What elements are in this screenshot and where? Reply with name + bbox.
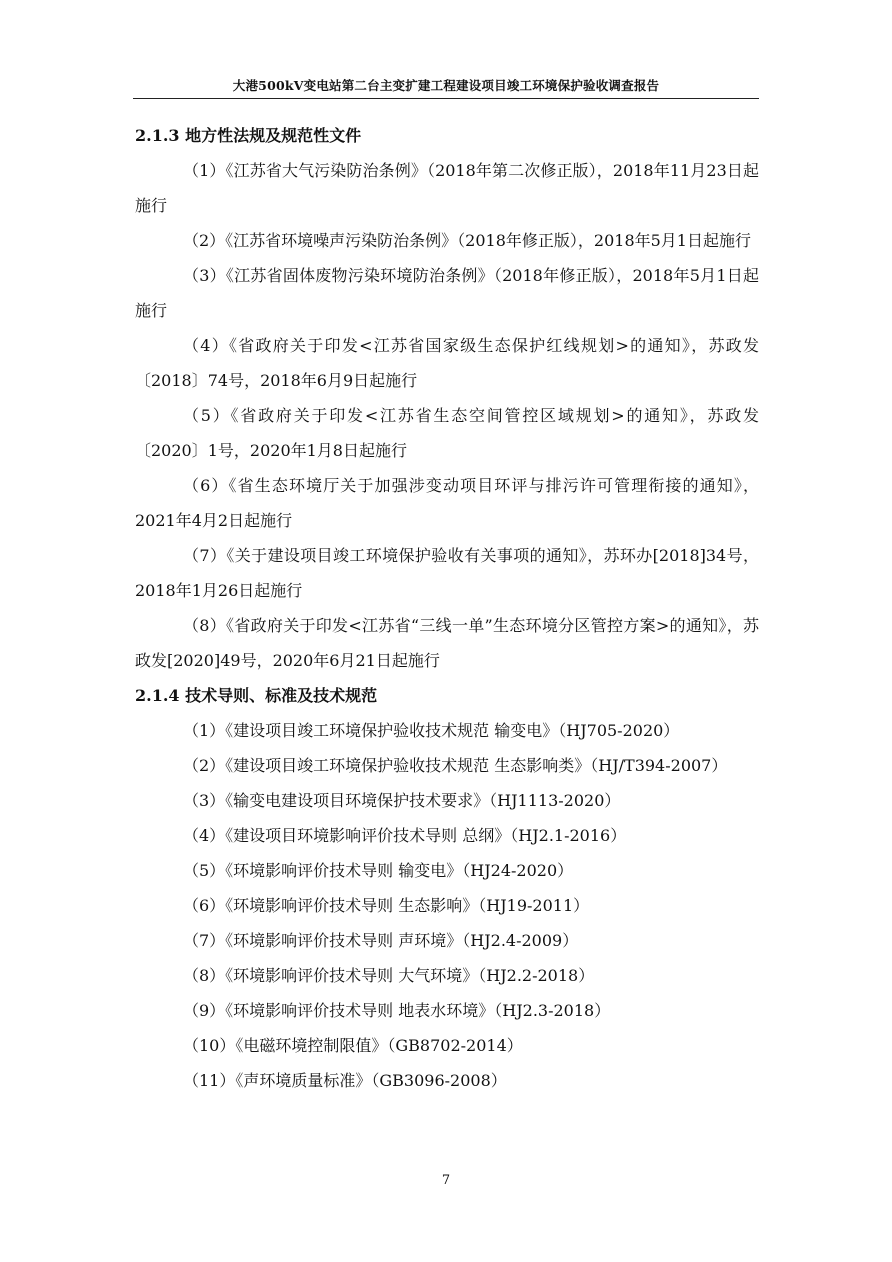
standard-item: （9）《环境影响评价技术导则 地表水环境》（HJ2.3-2018） bbox=[183, 1001, 611, 1020]
section-heading-2-1-3: 2.1.3 地方性法规及规范性文件 bbox=[135, 126, 362, 145]
regulation-item: （2）《江苏省环境噪声污染防治条例》（2018年修正版），2018年5月1日起施行 bbox=[183, 231, 751, 250]
regulation-item: （6）《省生态环境厅关于加强涉变动项目环评与排污许可管理衔接的通知》，2021年4月2日起施行 bbox=[135, 476, 759, 530]
regulation-item: （7）《关于建设项目竣工环境保护验收有关事项的通知》，苏环办[2018]34号，2018年1月26日起施行 bbox=[135, 546, 759, 600]
standard-item: （3）《输变电建设项目环境保护技术要求》（HJ1113-2020） bbox=[183, 791, 621, 810]
standard-item: （7）《环境影响评价技术导则 声环境》（HJ2.4-2009） bbox=[183, 931, 579, 950]
section-heading-2-1-4: 2.1.4 技术导则、标准及技术规范 bbox=[135, 686, 378, 705]
standard-item: （10）《电磁环境控制限值》（GB8702-2014） bbox=[183, 1036, 523, 1055]
regulation-item: （8）《省政府关于印发<江苏省“三线一单”生态环境分区管控方案>的通知》，苏政发[2020]49号，2020年6月21日起施行 bbox=[135, 616, 759, 670]
regulation-item: （3）《江苏省固体废物污染环境防治条例》（2018年修正版），2018年5月1日起施行 bbox=[135, 266, 759, 320]
regulation-item: （1）《江苏省大气污染防治条例》（2018年第二次修正版），2018年11月23日起施行 bbox=[135, 161, 759, 215]
standard-item: （5）《环境影响评价技术导则 输变电》（HJ24-2020） bbox=[183, 861, 574, 880]
standard-item: （4）《建设项目环境影响评价技术导则 总纲》（HJ2.1-2016） bbox=[183, 826, 627, 845]
standard-item: （8）《环境影响评价技术导则 大气环境》（HJ2.2-2018） bbox=[183, 966, 595, 985]
running-header: 大港500kV变电站第二台主变扩建工程建设项目竣工环境保护验收调查报告 bbox=[232, 78, 660, 93]
page-body bbox=[135, 118, 759, 1098]
standard-item: （1）《建设项目竣工环境保护验收技术规范 输变电》（HJ705-2020） bbox=[183, 721, 680, 740]
regulation-item: （4）《省政府关于印发<江苏省国家级生态保护红线规划>的通知》，苏政发〔2018〕74号，2018年6月9日起施行 bbox=[135, 336, 759, 390]
standard-item: （11）《声环境质量标准》（GB3096-2008） bbox=[183, 1071, 507, 1090]
standard-item: （6）《环境影响评价技术导则 生态影响》（HJ19-2011） bbox=[183, 896, 590, 915]
page-number: 7 bbox=[441, 1173, 451, 1188]
regulation-item: （5）《省政府关于印发<江苏省生态空间管控区域规划>的通知》，苏政发〔2020〕1号，2020年1月8日起施行 bbox=[135, 406, 759, 460]
header-rule bbox=[133, 98, 759, 99]
standard-item: （2）《建设项目竣工环境保护验收技术规范 生态影响类》（HJ/T394-2007） bbox=[183, 756, 728, 775]
